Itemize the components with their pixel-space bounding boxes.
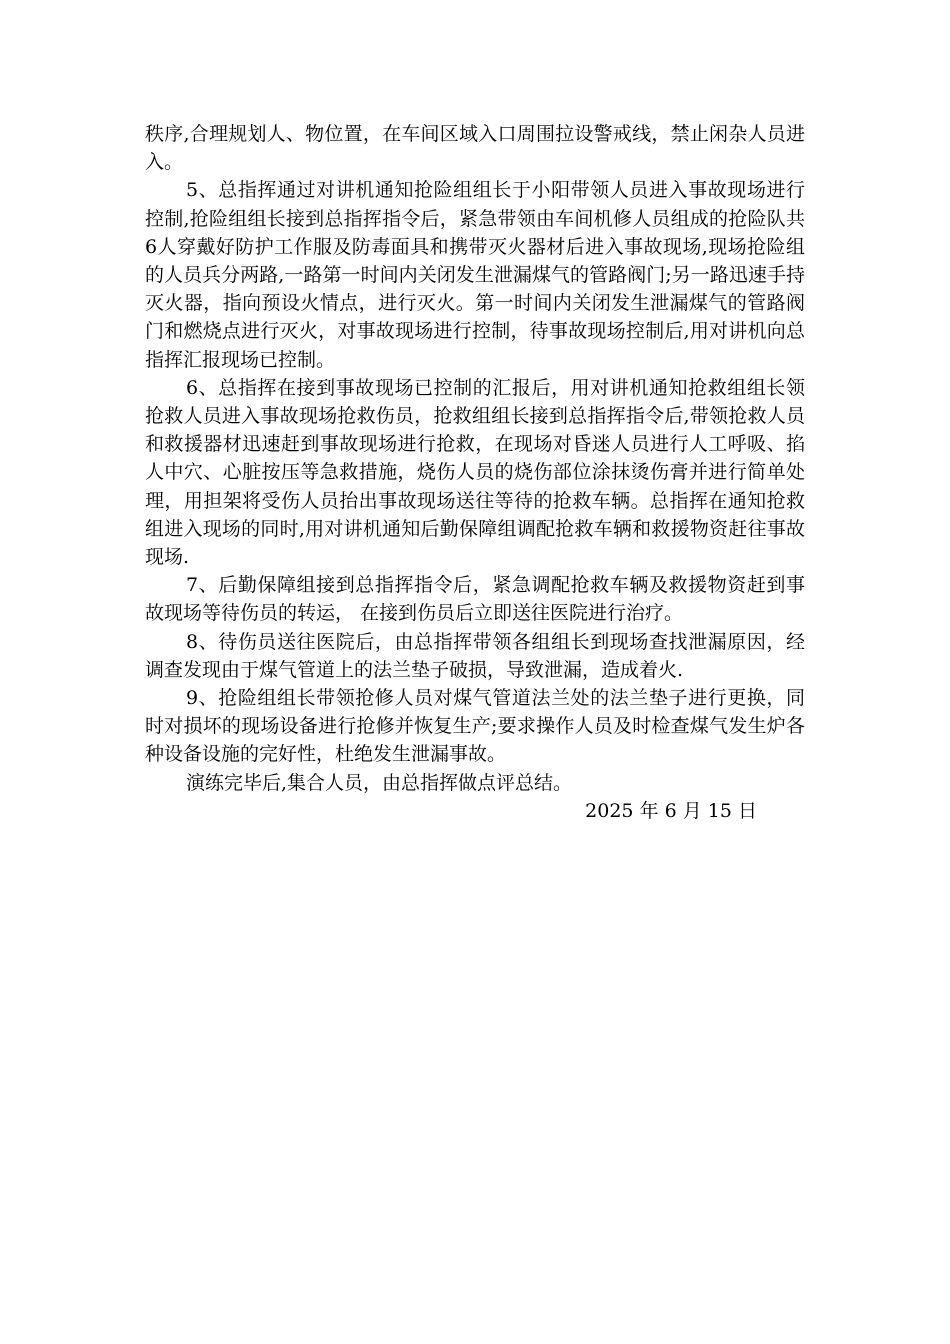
paragraph-step-5: 5、总指挥通过对讲机通知抢险组组长于小阳带领人员进入事故现场进行控制,抢险组组长接到总指挥指令后，紧急带领由车间机修人员组成的抢险队共6人穿戴好防护工作服及防毒面具和携带灭火器材后进入事故现场,现场抢险组的人员兵分两路,一路第一时间内关闭发生泄漏煤气的管路阀门;另一路迅速手持灭火器，指向预设火情点，进行灭火。第一时间内关闭发生泄漏煤气的管路阀门和燃烧点进行灭火，对事故现场进行控制，待事故现场控制后,用对讲机向总指挥汇报现场已控制。 (145, 179, 805, 371)
document-date: 2025 年 6 月 15 日 (585, 799, 757, 822)
paragraph-step-7: 7、后勤保障组接到总指挥指令后，紧急调配抢救车辆及救援物资赶到事故现场等待伤员的转运， 在接到伤员后立即送往医院进行治疗。 (145, 574, 805, 625)
paragraph-closing: 演练完毕后,集合人员，由总指挥做点评总结。 (186, 771, 573, 794)
paragraph-step-6: 6、总指挥在接到事故现场已控制的汇报后，用对讲机通知抢救组组长领抢救人员进入事故现场抢救伤员，抢救组组长接到总指挥指令后,带领抢救人员和救援器材迅速赶到事故现场进行抢救，在现场对昏迷人员进行人工呼吸、掐人中穴、心脏按压等急救措施，烧伤人员的烧伤部位涂抹烫伤膏并进行简单处理，用担架将受伤人员抬出事故现场送往等待的抢救车辆。总指挥在通知抢救组进入现场的同时,用对讲机通知后勤保障组调配抢救车辆和救援物资赶往事故现场. (145, 376, 805, 569)
paragraph-continuation: 秩序,合理规划人、物位置，在车间区域入口周围拉设警戒线，禁止闲杂人员进入。 (145, 123, 805, 174)
paragraph-step-9: 9、抢险组组长带领抢修人员对煤气管道法兰处的法兰垫子进行更换，同时对损坏的现场设备进行抢修并恢复生产;要求操作人员及时检查煤气发生炉各种设备设施的完好性，杜绝发生泄漏事故。 (145, 687, 805, 766)
paragraph-step-8: 8、待伤员送往医院后，由总指挥带领各组组长到现场查找泄漏原因，经调查发现由于煤气管道上的法兰垫子破损，导致泄漏，造成着火. (145, 630, 805, 681)
document-body (145, 120, 805, 825)
